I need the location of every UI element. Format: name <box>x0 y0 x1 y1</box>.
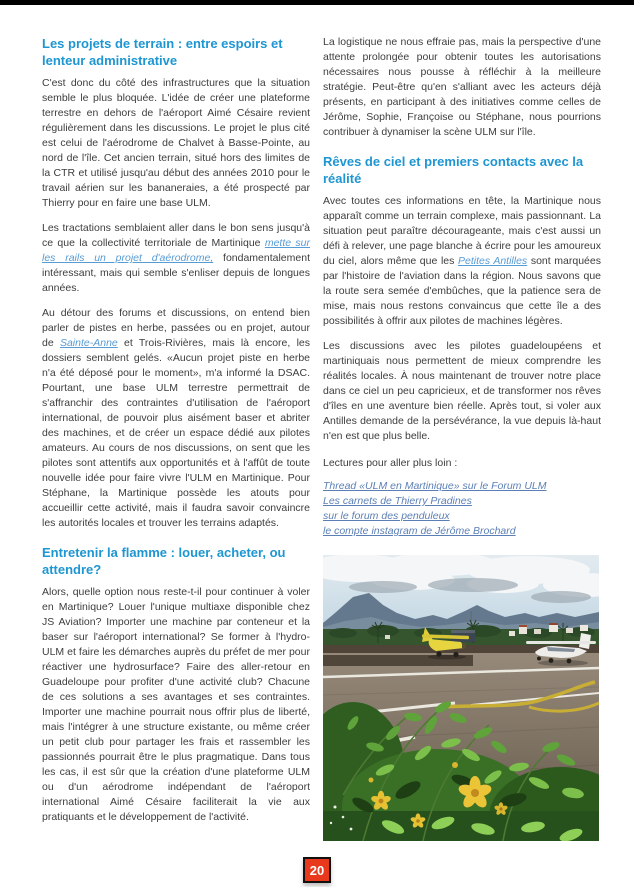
paragraph-text: Avec toutes ces informations en tête, la Martinique nous apparaît comme un terrain complexe, mais passionnant. La situation peut paraître décourageante, mais c'est aussi un défi à relever, une page blanche à écrire pour les amoureux du ciel, alors même que les <box>323 195 601 267</box>
paragraph <box>42 306 310 531</box>
lectures-label: Lectures pour aller plus loin : <box>323 457 458 469</box>
airfield-photo <box>323 555 599 841</box>
page-content <box>0 5 634 841</box>
link-forum-penduleux[interactable]: sur le forum des penduleux <box>323 510 450 522</box>
paragraph: C'est donc du côté des infrastructures que la situation semble le plus bloquée. L'idée de créer une plateforme terrestre en dehors de l'aéroport Aimé Césaire revient régulièrement dans les discussions. Le projet le plus cité est celui de l'aérodrome de Chalvet à Basse-Pointe, au nord de l'île. Cet ancien terrain, situé hors des limites de la CTR et utilisé jusqu'au début des années 2010 pour le travail aérien sur les bananeraies, a été prospecté par Thierry pour en faire une base ULM. <box>42 77 310 209</box>
paragraph <box>323 194 601 329</box>
paragraph: Les discussions avec les pilotes guadeloupéens et martiniquais nous permettent de mieux comprendre les réalités locales. À nous maintenant de trouver notre place dans ce ciel un peu capricieux, et de transformer nos rêves d'îles en une aventure bien réelle. Après tout, si voler aux Antilles demande de la persévérance, la vue depuis là-haut n'en est que plus belle. <box>323 340 601 442</box>
paragraph-text: sont marquées par l'histoire de l'aviation dans la région. Nous savons que la route sera semée d'embûches, que la patience sera de mise, mais nous restons convaincus que cette île a des possibilités à offrir aux pilotes de machines légères. <box>323 255 601 327</box>
paragraph: Alors, quelle option nous reste-t-il pour continuer à voler en Martinique? Louer l'unique multiaxe disponible chez JS Aviation? Importer une machine par conteneur et la baser sur l'aéroport international? Se former à l'hydro-ULM et faire les démarches auprès du préfet de mer pour réactiver une hydrosurface? Faire des aller-retour en Guadeloupe pour profiter d'une activité club? Chacune de ces solutions a ses avantages et ses contraintes. Importer une machine pourrait nous offrir plus de liberté, mais l'intégrer à une structure existante, ou même créer un petit club pour partager les frais et rassembler les passionnés pourrait être le plus pragmatique. Dans tous les cas, il est sûr que la création d'une plateforme ULM ou d'un aérodrome indépendant de l'aéroport international Aimé Césaire faciliterait la vie aux pratiquants et le développement de l'activité. <box>42 586 310 823</box>
link-carnets-thierry-pradines[interactable]: Les carnets de Thierry Pradines <box>323 495 472 507</box>
paragraph-text: fondamentalement intéressant, mais qui semble s'enliser depuis de longues années. <box>42 252 310 294</box>
paragraph: La logistique ne nous effraie pas, mais la perspective d'une attente prolongée pour obtenir toutes les autorisations nécessaires nous pousse à réfléchir à la meilleure stratégie. Peut-être qu'en s'alliant avec les acteurs déjà présents, en participant à des initiatives comme celles de Jérôme, Sophie, Françoise ou Stéphane, nous pourrions contribuer à dynamiser la scène ULM sur l'île. <box>323 36 601 138</box>
left-column <box>42 35 310 841</box>
paragraph-text: Au détour des forums et discussions, on entend bien parler de pistes en herbe, passées ou en projet, autour de <box>42 307 310 349</box>
link-sainte-anne[interactable]: Sainte-Anne <box>59 337 118 349</box>
page-number-badge: 20 <box>303 857 331 883</box>
paragraph <box>42 221 310 296</box>
link-projet-aerodrome[interactable]: mette sur les rails un projet d'aérodrome, <box>42 237 310 264</box>
section-heading-reves-de-ciel: Rêves de ciel et premiers contacts avec la réalité <box>323 154 584 186</box>
right-column <box>323 35 601 841</box>
section-heading-entretenir-flamme: Entretenir la flamme : louer, acheter, ou attendre? <box>42 545 286 577</box>
link-thread-forum-ulm[interactable]: Thread «ULM en Martinique» sur le Forum ULM <box>323 480 547 492</box>
further-reading-links <box>323 479 601 539</box>
link-petites-antilles[interactable]: Petites Antilles <box>458 255 528 267</box>
paragraph-text: Les tractations semblaient aller dans le bon sens jusqu'à ce que la collectivité territoriale de Martinique <box>42 222 310 249</box>
link-instagram-jerome-brochard[interactable]: le compte instagram de Jérôme Brochard <box>323 525 516 537</box>
paragraph-text: et Trois-Rivières, mais là encore, les dossiers semblent gelés. «Aucun projet piste en herbe n'a été déposé pour le moment», m'a informé la DSAC. Pourtant, une base ULM terrestre permettrait de s'affranchir des contraintes d'utilisation de l'aéroport international, de pouvoir plus aisément baser et abriter des machines, et de créer un espace dédié aux pilotes amateurs. Au cours de nos discussions, on sent que les pilotes sont attentifs aux opportunités et à l'affût de toute nouvelle idée pour faire vivre l'ULM en Martinique. Pour Stéphane, la Martinique possède les atouts pour accueillir cette activité, mais il faudra savoir convaincre les autorités locales et trouver les terrains adaptés. <box>42 337 310 529</box>
section-heading-projets-terrain: Les projets de terrain : entre espoirs et lenteur administrative <box>42 36 283 68</box>
